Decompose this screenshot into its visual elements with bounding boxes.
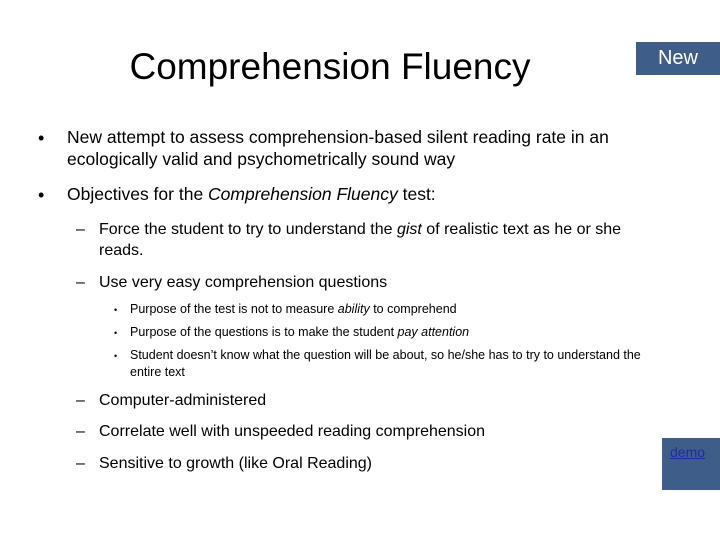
objective-correlate: Correlate well with unspeeded reading comprehension	[99, 423, 486, 440]
demo-link[interactable]: demo	[670, 444, 706, 460]
bullet-new-attempt: New attempt to assess comprehension-based silent reading rate in an ecologically valid and psychometrically sound way	[67, 127, 609, 169]
objective-easy-questions: Use very easy comprehension questions	[99, 274, 388, 291]
sub-point-purpose-questions: Purpose of the questions is to make the student pay attention	[130, 325, 470, 339]
dash-marker: –	[76, 221, 85, 238]
objective-computer-administered: Computer-administered	[99, 392, 267, 409]
dash-marker: –	[76, 455, 85, 472]
dash-marker: –	[76, 423, 85, 440]
new-badge: New	[636, 42, 720, 75]
small-bullet-marker: •	[114, 351, 118, 361]
slide-title: Comprehension Fluency	[129, 46, 531, 87]
small-bullet-marker: •	[114, 328, 118, 338]
bullet-marker: •	[38, 128, 45, 148]
sub-point-purpose-test: Purpose of the test is not to measure ability to comprehend	[130, 302, 457, 316]
bullet-objectives: Objectives for the Comprehension Fluency test:	[67, 184, 436, 204]
small-bullet-marker: •	[114, 305, 118, 315]
sub-point-student-unknown: Student doesn’t know what the question will be about, so he/she has to try to understand the entire text	[130, 348, 641, 379]
dash-marker: –	[76, 392, 85, 409]
bullet-marker: •	[38, 185, 45, 205]
dash-marker: –	[76, 274, 85, 291]
objective-sensitive: Sensitive to growth (like Oral Reading)	[99, 455, 373, 472]
objective-force: Force the student to try to understand the gist of realistic text as he or she reads.	[99, 221, 622, 259]
